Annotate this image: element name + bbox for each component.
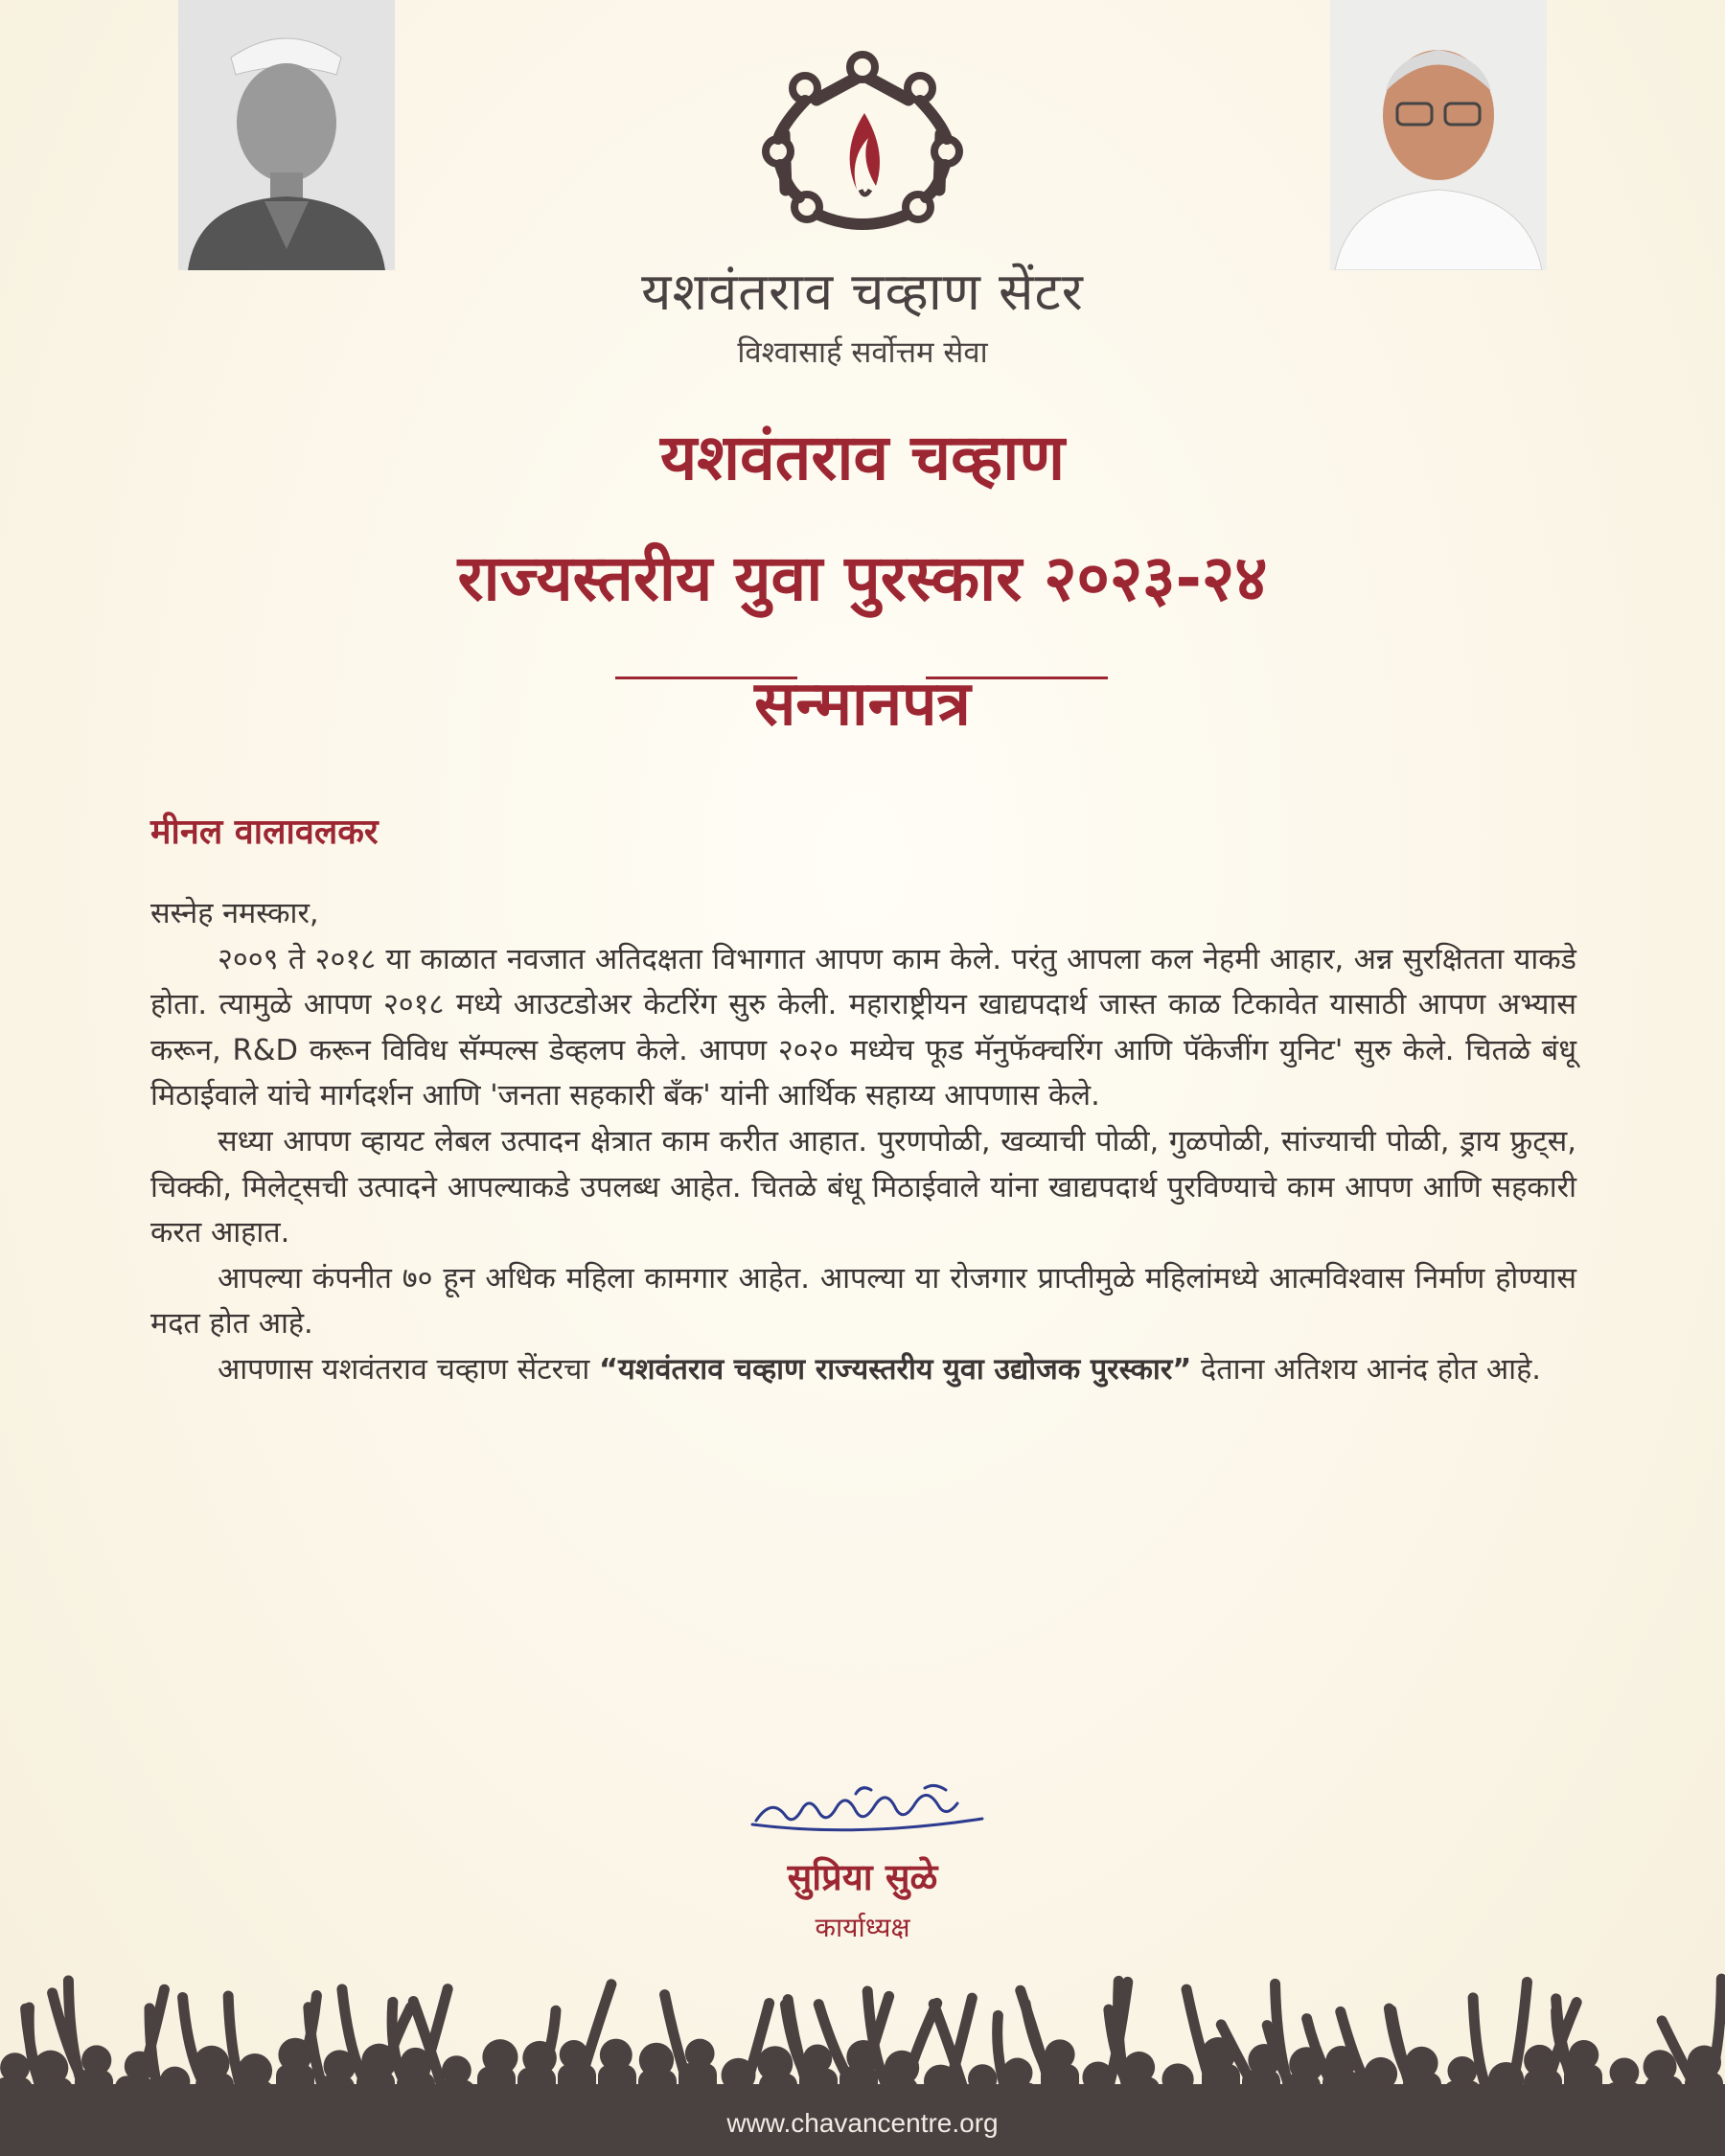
signatory-role: कार्याध्यक्ष: [815, 1912, 910, 1943]
award-title-line2: राज्यस्तरीय युवा पुरस्कार २०२३-२४: [457, 541, 1268, 615]
portrait-right: [1330, 0, 1547, 270]
network-flame-logo: [757, 46, 968, 247]
letter-paragraph-2: सध्या आपण व्हायट लेबल उत्पादन क्षेत्रात काम करीत आहात. पुरणपोळी, खव्याची पोळी, गुळपोळी, सांज्याची पोळी, ड्राय फ्रुट्स, चिक्की, मिलेट्सची उत्पादने आपल्याकडे उपलब्ध आहेत. चितळे बंधू मिठाईवाले यांना खाद्यपदार्थ पुरविण्याचे काम आपण आणि सहकारी करत आहात.: [150, 1124, 1576, 1250]
award-name-quote: “यशवंतराव चव्हाण राज्यस्तरीय युवा उद्योजक पुरस्कार”: [599, 1352, 1192, 1387]
award-title-line1: यशवंतराव चव्हाण: [659, 421, 1066, 494]
letter-paragraph-3: आपल्या कंपनीत ७० हून अधिक महिला कामगार आहेत. आपल्या या रोजगार प्राप्तीमुळे महिलांमध्ये आत्मविश्वास निर्माण होण्यास मदत होत आहे.: [150, 1261, 1576, 1342]
signature-image: [743, 1780, 992, 1847]
letter-paragraph-1: २००९ ते २०१८ या काळात नवजात अतिदक्षता विभागात आपण काम केले. परंतु आपला कल नेहमी आहार, अन्न सुरक्षितता याकडे होता. त्यामुळे आपण २०१८ मध्ये आउटडोअर केटरिंग सुरु केली. महाराष्ट्रीयन खाद्यपदार्थ जास्त काळ टिकावेत यासाठी आपण अभ्यास करून, R&D करून विविध सॅम्पल्स डेव्हलप केले. आपण २०२० मध्येच फूड मॅनुफॅक्चरिंग आणि पॅकेजींग युनिट' सुरु केले. चितळे बंधू मिठाईवाले यांचे मार्गदर्शन आणि 'जनता सहकारी बँक' यांनी आर्थिक सहाय्य आपणास केले.: [150, 942, 1576, 1113]
person-photo-icon: [1330, 0, 1547, 270]
signatory-name: सुप्रिया सुळे: [787, 1856, 938, 1898]
portrait-left: [178, 0, 395, 270]
letter-paragraph-4: [150, 1347, 1576, 1393]
certificate-heading: सन्मानपत्र: [754, 669, 971, 740]
paragraph-4-tail: देताना अतिशय आनंद होत आहे.: [1191, 1352, 1541, 1387]
website-url: www.chavancentre.org: [726, 2108, 999, 2138]
recipient-name: मीनल वालावलकर: [150, 813, 379, 852]
letter-body: [150, 891, 1576, 1393]
greeting: सस्नेह नमस्कार,: [150, 897, 319, 930]
person-photo-icon: [178, 0, 395, 270]
paragraph-4-lead: आपणास यशवंतराव चव्हाण सेंटरचा: [218, 1352, 600, 1387]
org-name: यशवंतराव चव्हाण सेंटर: [641, 262, 1084, 322]
org-tagline: विश्वासार्ह सर्वोत्तम सेवा: [737, 335, 988, 370]
